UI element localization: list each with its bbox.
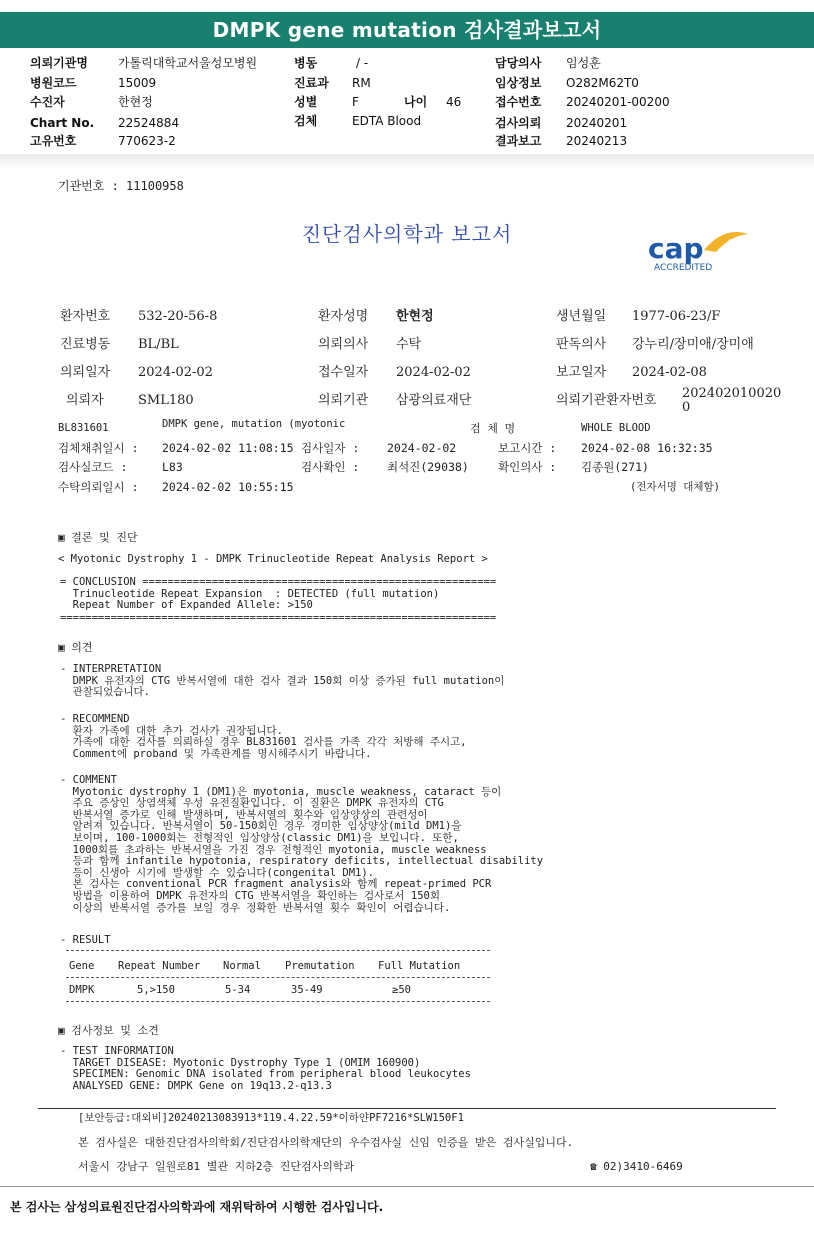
section-testinfo-heading: ▣ 검사정보 및 소견 bbox=[58, 1024, 159, 1037]
reptime-label: 보고시간 : bbox=[498, 441, 557, 455]
section-conclusion-heading: ▣ 결론 및 진단 bbox=[58, 531, 138, 544]
result-table-mid-rule bbox=[66, 977, 490, 978]
result-date-value: 20240213 bbox=[566, 134, 628, 148]
header-divider bbox=[0, 154, 814, 168]
result-table-bottom-rule bbox=[66, 1001, 490, 1002]
clinical-label: 임상정보 bbox=[495, 76, 542, 90]
reqdate-label: 의뢰일자 bbox=[60, 365, 111, 380]
age-label: 나이 bbox=[404, 95, 428, 109]
doctor-label: 담당의사 bbox=[495, 56, 542, 70]
result-cell-gene: DMPK bbox=[69, 984, 95, 996]
result-header-normal: Normal bbox=[223, 960, 261, 972]
repdate-label: 보고일자 bbox=[556, 365, 607, 380]
ward-value: / - bbox=[356, 56, 369, 70]
test-code: BL831601 bbox=[58, 422, 109, 434]
unique-label: 고유번호 bbox=[30, 134, 77, 148]
readdoc-label: 판독의사 bbox=[556, 337, 607, 352]
conclusion-end-rule: ===================================================================== bbox=[60, 612, 497, 624]
patient-value: 한현정 bbox=[118, 95, 153, 109]
hosp-code-label: 병원코드 bbox=[30, 76, 77, 90]
sex-label: 성별 bbox=[294, 95, 318, 109]
test-name: DMPK gene, mutation (myotonic bbox=[162, 418, 346, 430]
name-label: 환자성명 bbox=[318, 309, 369, 324]
cap-logo-subtext: ACCREDITED bbox=[654, 263, 713, 273]
bottom-divider bbox=[0, 1186, 814, 1187]
report-banner-title: DMPK gene mutation 검사결과보고서 bbox=[0, 12, 814, 48]
patient-label: 수진자 bbox=[30, 95, 65, 109]
spec-label: 검 체 명 bbox=[470, 422, 516, 435]
specimen-value: EDTA Blood bbox=[352, 114, 422, 128]
sex-value: F bbox=[352, 95, 359, 109]
readdoc-value: 강누리/장미애/장미애 bbox=[632, 337, 754, 352]
ward2-label: 진료병동 bbox=[60, 337, 111, 352]
result-date-label: 결과보고 bbox=[495, 134, 542, 148]
cap-logo-text: cap bbox=[648, 232, 704, 265]
chart-value: 22524884 bbox=[118, 116, 180, 130]
receipt-label: 접수번호 bbox=[495, 95, 542, 109]
institution-number: 기관번호 : 11100958 bbox=[58, 179, 184, 193]
result-header-gene: Gene bbox=[69, 960, 95, 972]
hosp-code-value: 15009 bbox=[118, 76, 157, 90]
cap-accredited-logo bbox=[646, 226, 756, 274]
collection-value: 2024-02-02 11:08:15 bbox=[162, 441, 294, 455]
outsourcing-note: 본 검사는 삼성의료원진단검사의학과에 재위탁하여 시행한 검사입니다. bbox=[10, 1200, 384, 1214]
confdoc-value: 김종원(271) bbox=[581, 460, 649, 474]
specimen-label: 검체 bbox=[294, 114, 318, 128]
confirm-value: 최석진(29038) bbox=[387, 460, 469, 474]
name-value: 한현정 bbox=[396, 309, 434, 324]
req-inst-value: 가톨릭대학교서울성모병원 bbox=[118, 56, 258, 70]
cap-logo-icon bbox=[646, 226, 756, 274]
section-opinion-heading: ▣ 의견 bbox=[58, 641, 93, 654]
lab-address: 서울시 강남구 일원로81 별관 지하2층 진단검사의학과 bbox=[78, 1160, 355, 1173]
esign-note: (전자서명 대체함) bbox=[630, 481, 720, 493]
requester-label: 의뢰자 bbox=[66, 393, 104, 408]
dob-value: 1977-06-23/F bbox=[632, 309, 721, 324]
collection-label: 검체채취일시 : bbox=[58, 441, 139, 455]
header-info-block bbox=[0, 52, 814, 152]
lab-phone: ☎ 02)3410-6469 bbox=[590, 1160, 683, 1173]
req-date-label: 검사의뢰 bbox=[495, 116, 542, 130]
repdate-value: 2024-02-08 bbox=[632, 365, 707, 380]
comment-block: - COMMENT Myotonic dystrophy 1 (DM1)은 myotonia, muscle weakness, cataract 등이 주요 증상인 상염색체 우성 유전질환입니다. 이 질환은 DMPK 유전자의 CTG 반복서열 증가로 인해 발생하며, 반복서열의 횟수와 임상양상의 관련성이 알려져 있습니다. 반복서열이 50-150회인 경우 경미한 임상양상(mild DM1)을 보이며, 100-1000회는 전형적인 임상양상(classic DM1)을 보입니다. 또한, 1000회를 초과하는 반복서열을 가진 경우 전형적인 myotonia, muscle weakness 등과 함께 infantile hypotonia, respiratory deficits, intellectual disability 등이 신생아 시기에 발생할 수 있습니다(congenital DM1). 본 검사는 conventional PCR fragment analysis와 함께 repeat-primed PCR 방법을 이용하여 DMPK 유전자의 CTG 반복서열을 확인하는 검사로서 150회 이상의 반복서열 증가를 보일 경우 정확한 반복서열 횟수 확인이 어렵습니다. bbox=[60, 774, 544, 914]
confirm-label: 검사확인 : bbox=[301, 460, 360, 474]
room-label: 검사실코드 : bbox=[58, 460, 128, 474]
dept-value: RM bbox=[352, 76, 371, 90]
dept-label: 진료과 bbox=[294, 76, 329, 90]
reqinst-value: 삼광의료재단 bbox=[396, 393, 472, 408]
testdate-value: 2024-02-02 bbox=[387, 441, 457, 455]
result-label: - RESULT bbox=[60, 934, 111, 946]
doctor-value: 임성훈 bbox=[566, 56, 601, 70]
report-title: 진단검사의학과 보고서 bbox=[301, 222, 513, 246]
reqpt-label: 의뢰기관환자번호 bbox=[556, 393, 657, 408]
confdoc-label: 확인의사 : bbox=[498, 460, 557, 474]
req-date-value: 20240201 bbox=[566, 116, 628, 130]
interpretation-block: - INTERPRETATION DMPK 유전자의 CTG 반복서열에 대한 검사 결과 150회 이상 증가된 full mutation이 관찰되었습니다. bbox=[60, 663, 505, 699]
clinical-value: O282M62T0 bbox=[566, 76, 639, 90]
test-information-block: - TEST INFORMATION TARGET DISEASE: Myotonic Dystrophy Type 1 (OMIM 160900) SPECIMEN: Genomic DNA isolated from peripheral blood leukocytes ANALYSED GENE: DMPK Gene on 19q13.2-q13.3 bbox=[60, 1045, 471, 1092]
recommend-block: - RECOMMEND 환자 가족에 대한 추가 검사가 권장됩니다. 가족에 대한 검사를 의뢰하실 경우 BL831601 검사를 가족 각각 처방해 주시고, Comment에 proband 및 가족관계를 명시해주시기 바랍니다. bbox=[60, 713, 467, 760]
reqinst-label: 의뢰기관 bbox=[318, 393, 369, 408]
pid-value: 532-20-56-8 bbox=[138, 309, 218, 324]
testdate-label: 검사일자 : bbox=[301, 441, 360, 455]
result-cell-normal: 5-34 bbox=[225, 984, 251, 996]
recdate-value: 2024-02-02 bbox=[396, 365, 471, 380]
security-line: [보안등급:대외비]20240213083913*119.4.22.59*이하얀PF7216*SLW150F1 bbox=[78, 1112, 464, 1124]
certification-line: 본 검사실은 대한진단검사의학회/진단검사의학재단의 우수검사실 신임 인증을 받은 검사실입니다. bbox=[78, 1136, 574, 1149]
pid-label: 환자번호 bbox=[60, 309, 111, 324]
chart-label: Chart No. bbox=[30, 116, 95, 130]
reqpt-value-line2: 0 bbox=[682, 400, 691, 415]
result-header-full: Full Mutation bbox=[378, 960, 461, 972]
room-value: L83 bbox=[162, 460, 183, 474]
ward-label: 병동 bbox=[294, 56, 318, 70]
unique-value: 770623-2 bbox=[118, 134, 176, 148]
dob-label: 생년월일 bbox=[556, 309, 607, 324]
reqdate-value: 2024-02-02 bbox=[138, 365, 213, 380]
result-header-premutation: Premutation bbox=[285, 960, 355, 972]
requester-value: SML180 bbox=[138, 393, 194, 408]
result-table-top-rule bbox=[66, 950, 490, 951]
reqdoc-label: 의뢰의사 bbox=[318, 337, 369, 352]
age-value: 46 bbox=[446, 95, 462, 109]
reqdoc-value: 수탁 bbox=[396, 337, 422, 352]
result-header-repeat: Repeat Number bbox=[118, 960, 201, 972]
report-subtitle: < Myotonic Dystrophy 1 - DMPK Trinucleotide Repeat Analysis Report > bbox=[58, 553, 488, 565]
footer-divider bbox=[38, 1108, 776, 1109]
ward2-value: BL/BL bbox=[138, 337, 179, 352]
accept-value: 2024-02-02 10:55:15 bbox=[162, 480, 294, 494]
receipt-value: 20240201-00200 bbox=[566, 95, 670, 109]
result-cell-full: ≥50 bbox=[392, 984, 411, 996]
reptime-value: 2024-02-08 16:32:35 bbox=[581, 441, 713, 455]
spec-value: WHOLE BLOOD bbox=[581, 422, 651, 434]
result-cell-premutation: 35-49 bbox=[291, 984, 323, 996]
result-cell-repeat: 5,>150 bbox=[137, 984, 175, 996]
recdate-label: 접수일자 bbox=[318, 365, 369, 380]
req-inst-label: 의뢰기관명 bbox=[30, 56, 88, 70]
accept-label: 수탁의뢰일시 : bbox=[58, 480, 139, 494]
conclusion-block: = CONCLUSION ======================================================== Trinucleotide Repeat Expansion : DETECTED (full mutation) Repeat Number of Expanded Allele: >150 bbox=[60, 576, 497, 612]
reqpt-value-line1: 202402010020 bbox=[682, 386, 782, 401]
